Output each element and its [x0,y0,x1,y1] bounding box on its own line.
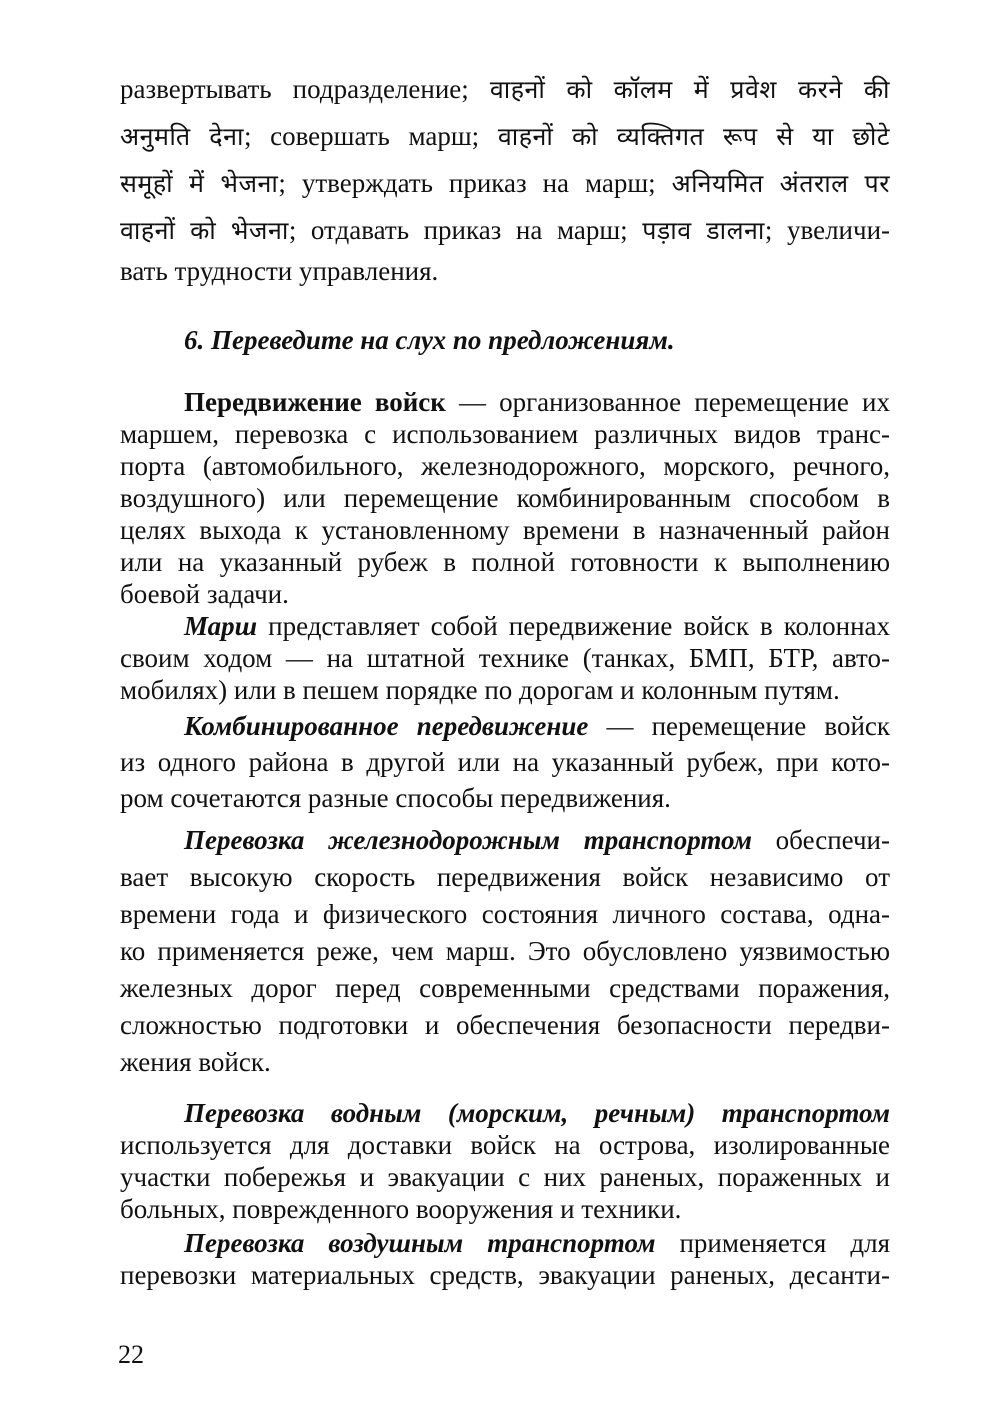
page-content [120,66,890,1291]
text-line: перевозки материальных средств, эвакуации раненых, десанти- [120,1260,890,1290]
text-line: железных дорог перед современными средствами поражения, [120,973,890,1003]
text-line: мобилях) или в пешем порядке по дорогам и колонным путям. [120,675,840,705]
text-line: ко применяется реже, чем марш. Это обусловлено уязвимостью [120,936,890,966]
text-line: времени года и физического состояния личного состава, одна- [120,899,890,929]
text-line: Передвижение войск — организованное перемещение их [184,387,890,417]
text-line: वाहनों को भेजना; отдавать приказ на марш; पड़ाव डालना; увеличи- [120,215,891,245]
text-line: Перевозка водным (морским, речным) транспортом [184,1098,890,1128]
text-line: участки побережья и эвакуации с них раненых, пораженных и [120,1162,890,1192]
text-line: сложностью подготовки и обеспечения безопасности передви- [120,1010,890,1040]
text-line: из одного района в другой или на указанный рубеж, при кото- [120,747,890,777]
exercise-title: 6. Переведите на слух по предложениям. [184,325,675,355]
vocabulary-block [120,66,890,288]
text-line: вать трудности управления. [120,256,439,286]
text-line: порта (автомобильного, железнодорожного, морского, речного, [120,451,890,481]
text-line: развертывать подразделение; वाहनों को कॉलम में प्रवेश करने की [120,74,891,104]
text-line: अनुमति देना; совершать марш; वाहनों को व्यक्तिगत रूप से या छोटे [120,121,891,151]
text-line: жения войск. [120,1047,271,1077]
text-line: или на указанный рубеж в полной готовности к выполнению [120,547,890,577]
paragraph-rail-transport [120,822,890,1081]
text-line: समूहों में भेजना; утверждать приказ на марш; अनियमित अंतराल पर [120,168,890,198]
paragraph-combined-movement [120,708,890,816]
text-line: Марш представляет собой передвижение войск в колоннах [184,611,890,641]
text-line: ром сочетаются разные способы передвижения. [120,783,671,813]
paragraph-water-transport [120,1097,890,1225]
paragraph-air-transport [120,1227,890,1291]
text-line: вает высокую скорость передвижения войск независимо от [120,862,890,892]
text-line: больных, поврежденного вооружения и техники. [120,1194,682,1224]
text-line: воздушного) или перемещение комбинированным способом в [120,483,890,513]
text-line: Комбинированное передвижение — перемещение войск [184,711,891,741]
paragraph-troop-movement [120,386,890,610]
page-number: 22 [118,1340,144,1369]
text-line: используется для доставки войск на острова, изолированные [120,1130,890,1160]
text-line: целях выхода к установленному времени в назначенный район [120,515,890,545]
text-line: маршем, перевозка с использованием различных видов транс- [120,419,890,449]
text-line: Перевозка воздушным транспортом применяется для [184,1228,890,1258]
text-line: боевой задачи. [120,579,289,609]
paragraph-march [120,610,890,706]
text-line: своим ходом — на штатной технике (танках, БМП, БТР, авто- [120,643,890,673]
text-line: Перевозка железнодорожным транспортом обеспечи- [184,825,890,855]
